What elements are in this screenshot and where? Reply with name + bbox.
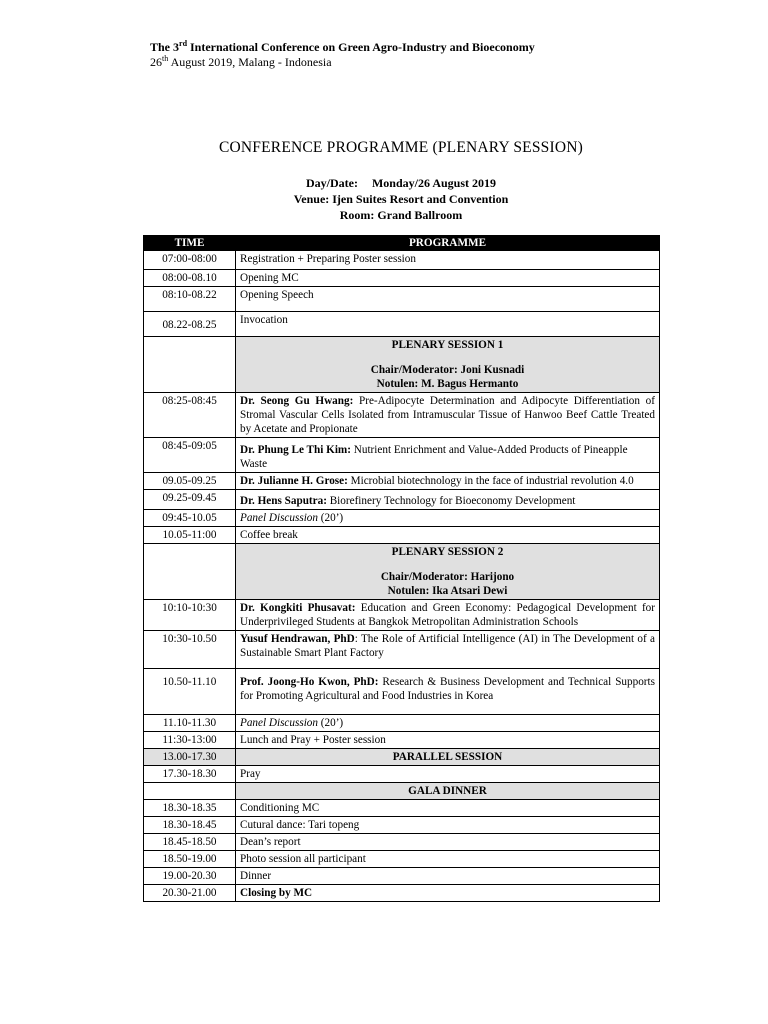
table-row: 20.30-21.00 Closing by MC	[144, 885, 660, 902]
conference-name: The 3rd International Conference on Green Agro-Industry and Bioeconomy	[150, 39, 535, 54]
table-row: 09.05-09.25 Dr. Julianne H. Grose: Microbial biotechnology in the face of industrial revolution 4.0	[144, 473, 660, 490]
table-row: 08:10-08.22 Opening Speech	[144, 287, 660, 312]
table-row: 07:00-08:00 Registration + Preparing Poster session	[144, 251, 660, 270]
table-row: 11.10-11.30 Panel Discussion (20’)	[144, 715, 660, 732]
venue: Venue: Ijen Suites Resort and Convention	[293, 192, 509, 206]
table-row: 08:00-08.10 Opening MC	[144, 270, 660, 287]
gala-dinner: GALA DINNER	[236, 783, 660, 800]
event-meta	[0, 175, 768, 223]
session-header-row	[144, 337, 660, 393]
session-header-row: 13.00-17.30 PARALLEL SESSION	[144, 749, 660, 766]
parallel-session: PARALLEL SESSION	[236, 749, 660, 766]
table-row: 18.45-18.50 Dean’s report	[144, 834, 660, 851]
plenary-session-2: PLENARY SESSION 2 Chair/Moderator: Harijono Notulen: Ika Atsari Dewi	[236, 544, 660, 600]
table-row: 08.22-08.25 Invocation	[144, 312, 660, 337]
session-header-row	[144, 544, 660, 600]
table-row: 08:25-08:45 Dr. Seong Gu Hwang: Pre-Adipocyte Determination and Adipocyte Differentiation of Stromal Vascular Cells Isolated from Intramuscular Tissue of Hanwoo Beef Cattle Treated by Acetate and Propionate	[144, 393, 660, 438]
table-row: 19.00-20.30 Dinner	[144, 868, 660, 885]
table-row: 10:10-10:30 Dr. Kongkiti Phusavat: Education and Green Economy: Pedagogical Development for Underprivileged Students at Bangkok Metropolitan Administration Schools	[144, 600, 660, 631]
programme-table	[143, 235, 660, 902]
conference-date-place: 26th August 2019, Malang - Indonesia	[150, 54, 332, 69]
table-row: 18.50-19.00 Photo session all participant	[144, 851, 660, 868]
table-row: 09:45-10.05 Panel Discussion (20’)	[144, 510, 660, 527]
table-row: 11:30-13:00 Lunch and Pray + Poster session	[144, 732, 660, 749]
table-row: 10:30-10.50 Yusuf Hendrawan, PhD: The Role of Artificial Intelligence (AI) in The Development of a Sustainable Smart Plant Factory	[144, 631, 660, 669]
table-row: 18.30-18.45 Cutural dance: Tari topeng	[144, 817, 660, 834]
table-row: 10.05-11:00 Coffee break	[144, 527, 660, 544]
plenary-session-1: PLENARY SESSION 1 Chair/Moderator: Joni Kusnadi Notulen: M. Bagus Hermanto	[236, 337, 660, 393]
room: Room: Grand Ballroom	[339, 208, 463, 222]
table-row: 10.50-11.10 Prof. Joong-Ho Kwon, PhD: Research & Business Development and Technical Supports for Promoting Agricultural and Food Industries in Korea	[144, 669, 660, 715]
day-date: Day/Date: Monday/26 August 2019	[305, 176, 496, 190]
conference-header	[150, 40, 535, 70]
table-header-row	[144, 236, 660, 251]
table-row: 17.30-18.30 Pray	[144, 766, 660, 783]
session-header-row	[144, 783, 660, 800]
table-row: 08:45-09:05 Dr. Phung Le Thi Kim: Nutrient Enrichment and Value-Added Products of Pineapple Waste	[144, 438, 660, 473]
page-title: CONFERENCE PROGRAMME (PLENARY SESSION)	[218, 139, 583, 156]
table-row: 18.30-18.35 Conditioning MC	[144, 800, 660, 817]
table-row: 09.25-09.45 Dr. Hens Saputra: Biorefinery Technology for Bioeconomy Development	[144, 490, 660, 510]
programme-column-header: PROGRAMME	[236, 236, 660, 251]
time-column-header: TIME	[144, 236, 236, 251]
